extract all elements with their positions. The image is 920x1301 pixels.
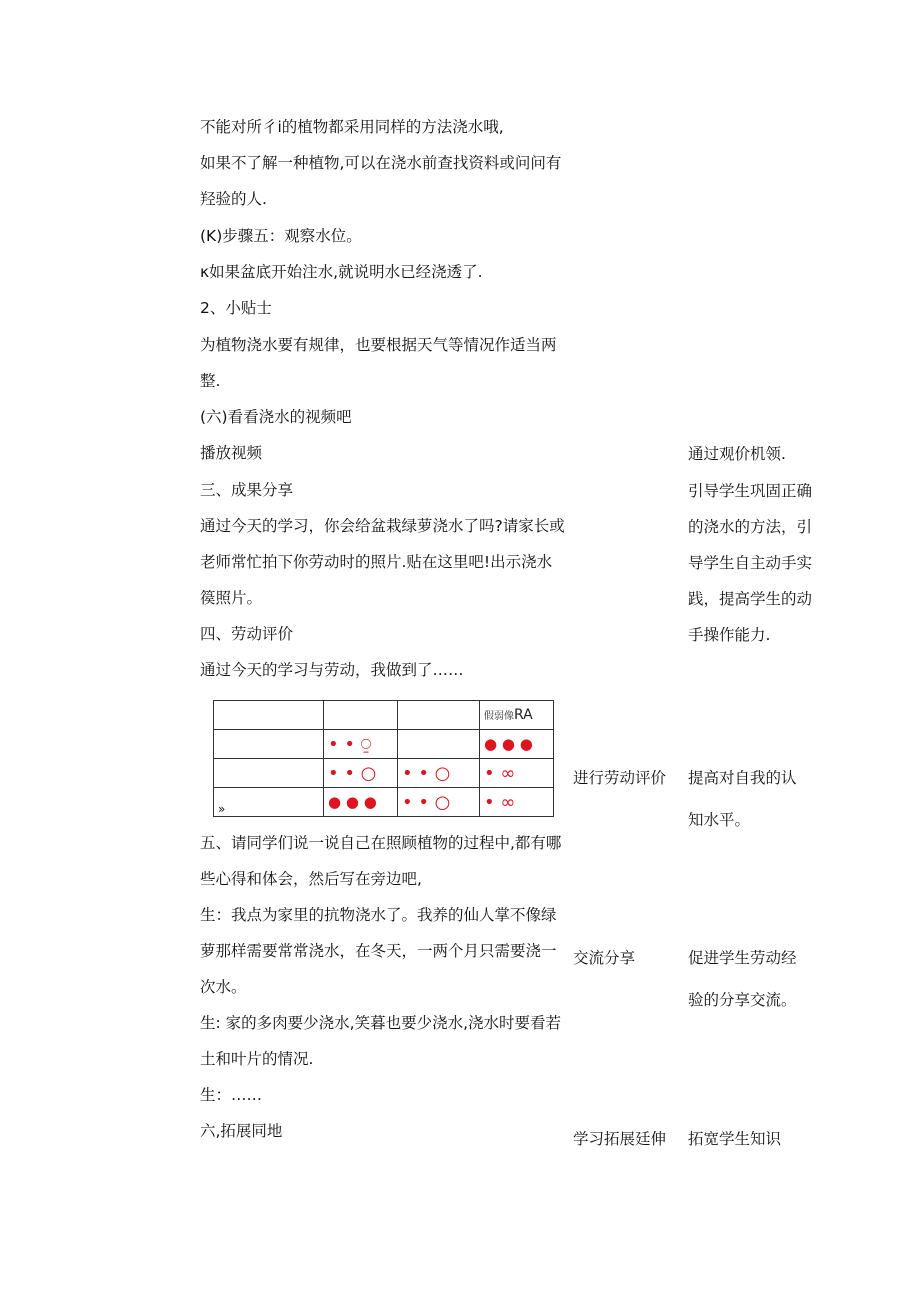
intent-text: 通过观价机领. [688,445,786,463]
table-cell [398,701,480,730]
text-line: 生: 家的多肉要少浇水,笑暮也要少浇水,浇水时要看若 [200,1014,562,1032]
step-heading: (K)步骤五：观察水位。 [200,227,362,245]
text-line: κ如果盆底开始注水,就说明水已经浇透了. [200,263,483,281]
rating-mark: • • ○ [398,759,480,788]
text-line: 不能对所彳i的植物都采用同样的方法浇水哦, [200,118,504,136]
rating-mark: ● ● ● [324,788,398,817]
text-line: 播放视频 [200,444,263,462]
intent-text: 导学生自主动手实 [688,554,813,572]
table-cell: » [214,788,324,817]
text-line: 羟验的人. [200,190,267,208]
activity-label: 交流分享 [573,949,636,967]
table-row [214,701,554,730]
text-line: 次水。 [200,978,247,996]
section-heading: 三、成果分享 [200,481,294,499]
intent-text: 手操作能力. [688,626,771,644]
intent-text: 促进学生劳动经 [688,949,797,967]
rating-mark: • ∞ [480,788,554,817]
section-heading: 2、小贴士 [200,299,272,317]
rating-mark: • • ○ [398,788,480,817]
table-row [214,788,554,817]
table-row [214,759,554,788]
section-heading: (六)看看浇水的视频吧 [200,408,352,426]
text-line: 生：…… [200,1086,263,1104]
text-line: 通过今天的学习与劳动，我做到了…… [200,661,464,679]
intent-text: 践，提高学生的动 [688,590,813,608]
header-small-text: 假弱像 [484,711,514,722]
section-heading: 五、请同学们说一说自己在照顾植物的过程中,都有哪 [200,834,562,852]
table-cell [398,730,480,759]
table-cell [214,730,324,759]
table-cell [324,701,398,730]
table-cell [214,759,324,788]
text-line: 篌照片。 [200,589,263,607]
table-cell [214,701,324,730]
evaluation-table [213,700,554,817]
text-line: 整. [200,372,221,390]
text-line: 些心得和体会，然后写在旁边吧, [200,870,422,888]
section-heading: 六,拓展同地 [200,1122,283,1140]
text-line: 萝那样需要常常浇水，在冬天，一两个月只需要浇一 [200,942,557,960]
header-big-text: RA [514,707,533,723]
intent-text: 提高对自我的认 [688,769,797,787]
text-line: 通过今天的学习，你会给盆栽绿萝浇水了吗?请家长或 [200,517,565,535]
intent-text: 的浇水的方法，引 [688,518,813,536]
table-row [214,730,554,759]
rating-mark: • ∞ [480,759,554,788]
rating-mark: ● ● ● [480,730,554,759]
text-line: 如果不了解一种植物,可以在浇水前查找资料或问问有 [200,154,562,172]
intent-text: 引导学生巩固正确 [688,482,813,500]
intent-text: 拓宽学生知识 [688,1130,782,1148]
text-line: 老师常忙拍下你劳动时的照片.贴在这里吧!出示浇水 [200,553,553,571]
section-heading: 四、劳动评价 [200,625,294,643]
table-header-cell [480,701,554,730]
intent-text: 验的分享交流。 [688,991,797,1009]
text-line: 为植物浇水要有规律，也要根据天气等情况作适当两 [200,336,557,354]
intent-text: 知水平。 [688,811,751,829]
activity-label: 学习拓展廷伸 [573,1130,667,1148]
activity-label: 进行劳动评价 [573,769,667,787]
text-line: 土和叶片的情况. [200,1050,314,1068]
rating-mark: • • ⍜ [324,730,398,759]
rating-mark: • • ○ [324,759,398,788]
text-line: 生：我点为家里的抗物浇水了。我养的仙人掌不像绿 [200,906,557,924]
